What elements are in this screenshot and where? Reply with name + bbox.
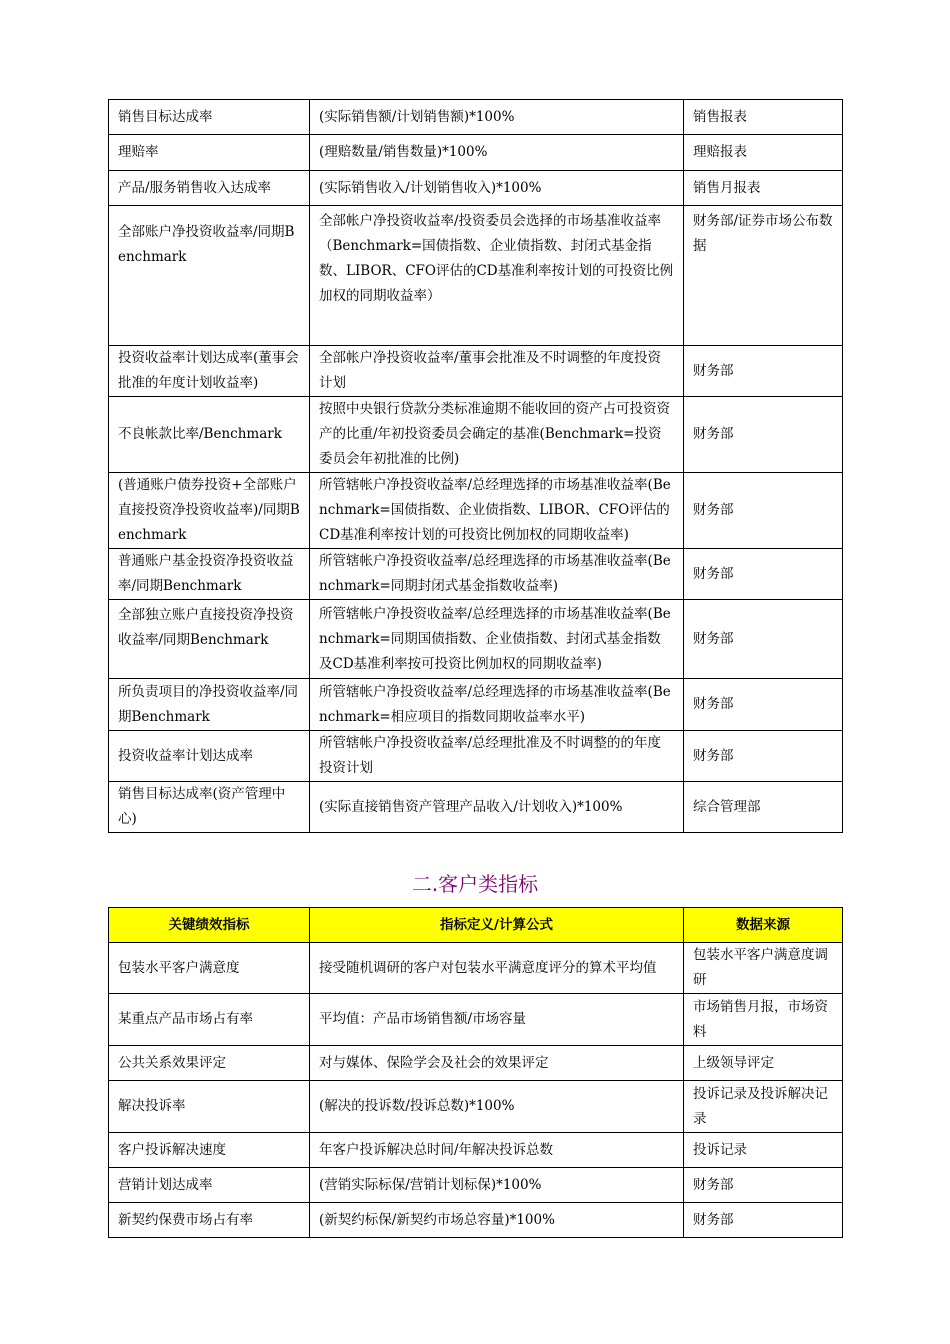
indicator-cell: 销售目标达成率(资产管理中心): [109, 782, 310, 833]
source-cell: 财务部: [684, 346, 843, 397]
definition-cell: (新契约标保/新契约市场总容量)*100%: [310, 1203, 684, 1238]
definition-cell: 所管辖帐户净投资收益率/总经理选择的市场基准收益率(Benchmark=同期封闭式基金指数收益率): [310, 549, 684, 600]
table-row: [109, 679, 843, 731]
indicator-cell: 产品/服务销售收入达成率: [109, 171, 310, 206]
header-definition: 指标定义/计算公式: [310, 908, 684, 943]
source-cell: 市场销售月报，市场资料: [684, 994, 843, 1046]
source-cell: 财务部: [684, 731, 843, 782]
definition-cell: 所管辖帐户净投资收益率/总经理批准及不时调整的的年度投资计划: [310, 731, 684, 782]
table-row: [109, 600, 843, 679]
indicator-cell: 客户投诉解决速度: [109, 1133, 310, 1168]
definition-cell: (实际销售额/计划销售额)*100%: [310, 100, 684, 135]
definition-cell: 接受随机调研的客户对包装水平满意度评分的算术平均值: [310, 943, 684, 994]
source-cell: 销售报表: [684, 100, 843, 135]
definition-cell: 平均值：产品市场销售额/市场容量: [310, 994, 684, 1046]
definition-cell: 按照中央银行贷款分类标准逾期不能收回的资产占可投资资产的比重/年初投资委员会确定的基准(Benchmark=投资委员会年初批准的比例): [310, 397, 684, 473]
definition-cell: 年客户投诉解决总时间/年解决投诉总数: [310, 1133, 684, 1168]
source-cell: 财务部: [684, 473, 843, 549]
definition-cell: (理赔数量/销售数量)*100%: [310, 135, 684, 171]
source-cell: 投诉记录: [684, 1133, 843, 1168]
source-cell: 财务部: [684, 679, 843, 731]
indicator-cell: 理赔率: [109, 135, 310, 171]
table-row: [109, 1168, 843, 1203]
indicator-cell: 销售目标达成率: [109, 100, 310, 135]
source-cell: 财务部: [684, 397, 843, 473]
indicator-cell: 某重点产品市场占有率: [109, 994, 310, 1046]
table-row: [109, 1081, 843, 1133]
table-row: [109, 1133, 843, 1168]
definition-cell: 所管辖帐户净投资收益率/总经理选择的市场基准收益率(Benchmark=国债指数、企业债指数、LIBOR、CFO评估的CD基准利率按计划的可投资比例加权的同期收益率): [310, 473, 684, 549]
source-cell: 理赔报表: [684, 135, 843, 171]
kpi-table-financial: [108, 99, 843, 833]
table-row: [109, 731, 843, 782]
indicator-cell: (普通账户债券投资+全部账户直接投资净投资收益率)/同期Benchmark: [109, 473, 310, 549]
table-row: [109, 346, 843, 397]
indicator-cell: 全部账户净投资收益率/同期Benchmark: [109, 206, 310, 346]
table-header-row: [109, 908, 843, 943]
indicator-cell: 公共关系效果评定: [109, 1046, 310, 1081]
source-cell: 财务部: [684, 549, 843, 600]
header-indicator: 关键绩效指标: [109, 908, 310, 943]
indicator-cell: 不良帐款比率/Benchmark: [109, 397, 310, 473]
indicator-cell: 解决投诉率: [109, 1081, 310, 1133]
source-cell: 财务部: [684, 1168, 843, 1203]
table-row: [109, 1203, 843, 1238]
definition-cell: 全部帐户净投资收益率/投资委员会选择的市场基准收益率（Benchmark=国债指数、企业债指数、封闭式基金指数、LIBOR、CFO评估的CD基准利率按计划的可投资比例加权的同期收益率）: [310, 206, 684, 346]
indicator-cell: 包装水平客户满意度: [109, 943, 310, 994]
section-title-customer: 二.客户类指标: [411, 872, 539, 896]
kpi-table-customer: [108, 907, 843, 1238]
source-cell: 上级领导评定: [684, 1046, 843, 1081]
definition-cell: (营销实际标保/营销计划标保)*100%: [310, 1168, 684, 1203]
source-cell: 销售月报表: [684, 171, 843, 206]
source-cell: 投诉记录及投诉解决记录: [684, 1081, 843, 1133]
table-row: [109, 397, 843, 473]
indicator-cell: 全部独立账户直接投资净投资收益率/同期Benchmark: [109, 600, 310, 679]
table-row: [109, 549, 843, 600]
table-row: [109, 1046, 843, 1081]
source-cell: 包装水平客户满意度调研: [684, 943, 843, 994]
source-cell: 财务部: [684, 600, 843, 679]
definition-cell: 所管辖帐户净投资收益率/总经理选择的市场基准收益率(Benchmark=相应项目的指数同期收益率水平): [310, 679, 684, 731]
indicator-cell: 投资收益率计划达成率: [109, 731, 310, 782]
source-cell: 财务部: [684, 1203, 843, 1238]
indicator-cell: 所负责项目的净投资收益率/同期Benchmark: [109, 679, 310, 731]
indicator-cell: 新契约保费市场占有率: [109, 1203, 310, 1238]
source-cell: 财务部/证券市场公布数据: [684, 206, 843, 346]
definition-cell: (实际直接销售资产管理产品收入/计划收入)*100%: [310, 782, 684, 833]
definition-cell: 对与媒体、保险学会及社会的效果评定: [310, 1046, 684, 1081]
table-row: [109, 473, 843, 549]
indicator-cell: 投资收益率计划达成率(董事会批准的年度计划收益率): [109, 346, 310, 397]
source-cell: 综合管理部: [684, 782, 843, 833]
header-source: 数据来源: [684, 908, 843, 943]
table-row: [109, 994, 843, 1046]
table-row: [109, 135, 843, 171]
definition-cell: (解决的投诉数/投诉总数)*100%: [310, 1081, 684, 1133]
table-row: [109, 206, 843, 346]
table-row: [109, 100, 843, 135]
definition-cell: (实际销售收入/计划销售收入)*100%: [310, 171, 684, 206]
definition-cell: 全部帐户净投资收益率/董事会批准及不时调整的年度投资计划: [310, 346, 684, 397]
definition-cell: 所管辖帐户净投资收益率/总经理选择的市场基准收益率(Benchmark=同期国债指数、企业债指数、封闭式基金指数及CD基准利率按可投资比例加权的同期收益率): [310, 600, 684, 679]
table-row: [109, 171, 843, 206]
indicator-cell: 营销计划达成率: [109, 1168, 310, 1203]
table-row: [109, 943, 843, 994]
table-row: [109, 782, 843, 833]
indicator-cell: 普通账户基金投资净投资收益率/同期Benchmark: [109, 549, 310, 600]
